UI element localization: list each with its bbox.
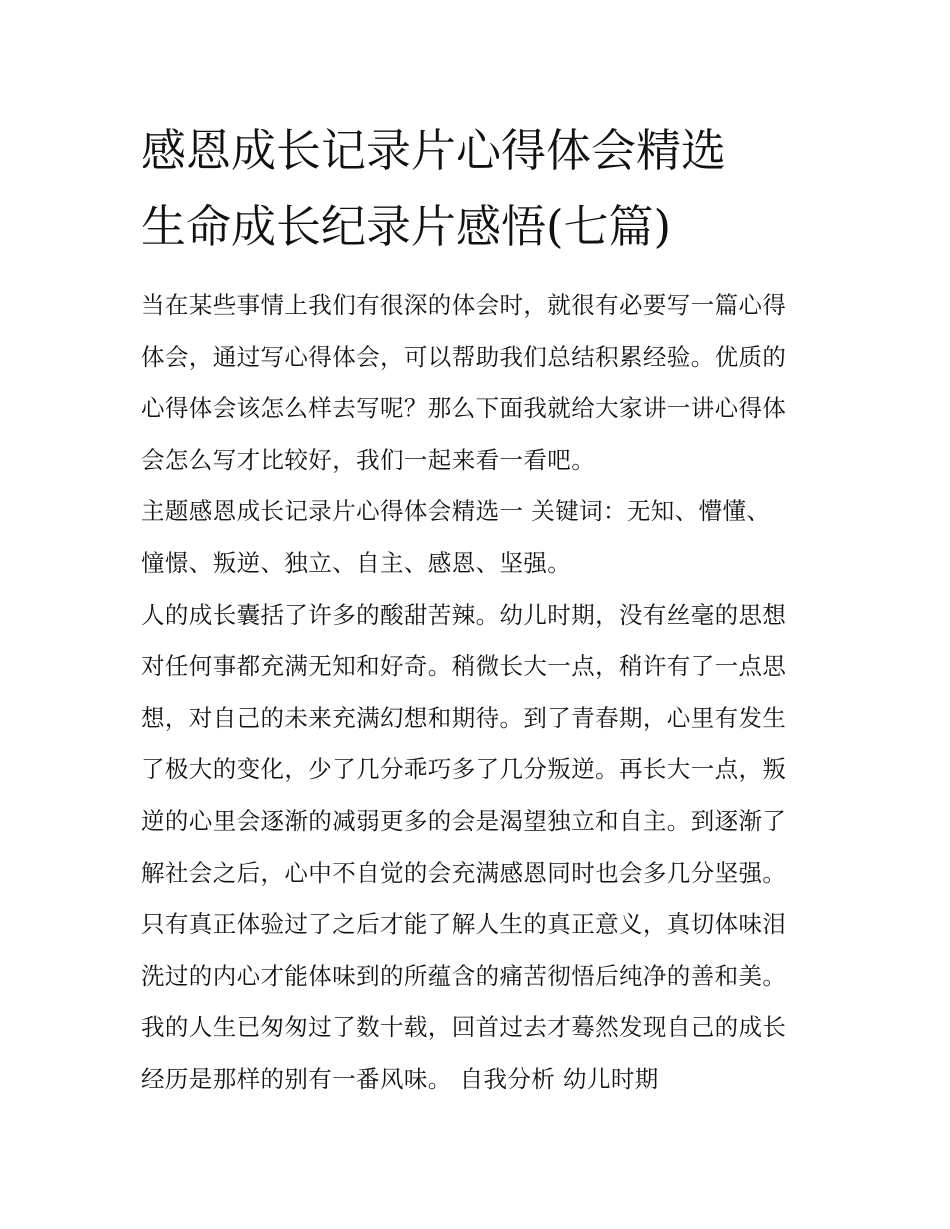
body-line: 解社会之后，心中不自觉的会充满感恩同时也会多几分坚强。 [141, 858, 787, 887]
body-line: 我的人生已匆匆过了数十载，回首过去才蓦然发现自己的成长 [141, 1013, 787, 1042]
body-line: 了极大的变化，少了几分乖巧多了几分叛逆。再长大一点，叛 [141, 755, 787, 784]
body-line: 人的成长囊括了许多的酸甜苦辣。幼儿时期，没有丝毫的思想 [141, 600, 787, 629]
body-line: 当在某些事情上我们有很深的体会时，就很有必要写一篇心得 [141, 291, 787, 319]
body-line: 想，对自己的未来充满幻想和期待。到了青春期，心里有发生 [141, 703, 787, 732]
body-line: 会怎么写才比较好，我们一起来看一看吧。 [141, 445, 596, 474]
body-line: 逆的心里会逐渐的减弱更多的会是渴望独立和自主。到逐渐了 [141, 806, 787, 835]
body-line: 体会，通过写心得体会，可以帮助我们总结积累经验。优质的 [141, 342, 787, 371]
title-line-2: 生命成长纪录片感悟(七篇) [141, 200, 672, 253]
body-line: 经历是那样的别有一番风味。 自我分析 幼儿时期 [141, 1064, 659, 1093]
body-line: 只有真正体验过了之后才能了解人生的真正意义，真切体味泪 [141, 910, 787, 939]
body-line: 洗过的内心才能体味到的所蕴含的痛苦彻悟后纯净的善和美。 [141, 961, 787, 990]
body-line: 对任何事都充满无知和好奇。稍微长大一点，稍许有了一点思 [141, 652, 787, 681]
document-body [141, 280, 821, 1106]
body-line: 憧憬、叛逆、独立、自主、感恩、坚强。 [141, 548, 572, 577]
body-line: 心得体会该怎么样去写呢？那么下面我就给大家讲一讲心得体 [141, 394, 787, 423]
document-title [141, 113, 841, 265]
body-line: 主题感恩成长记录片心得体会精选一 关键词：无知、懵懂、 [141, 497, 771, 526]
title-line-1: 感恩成长记录片心得体会精选 [141, 124, 727, 177]
